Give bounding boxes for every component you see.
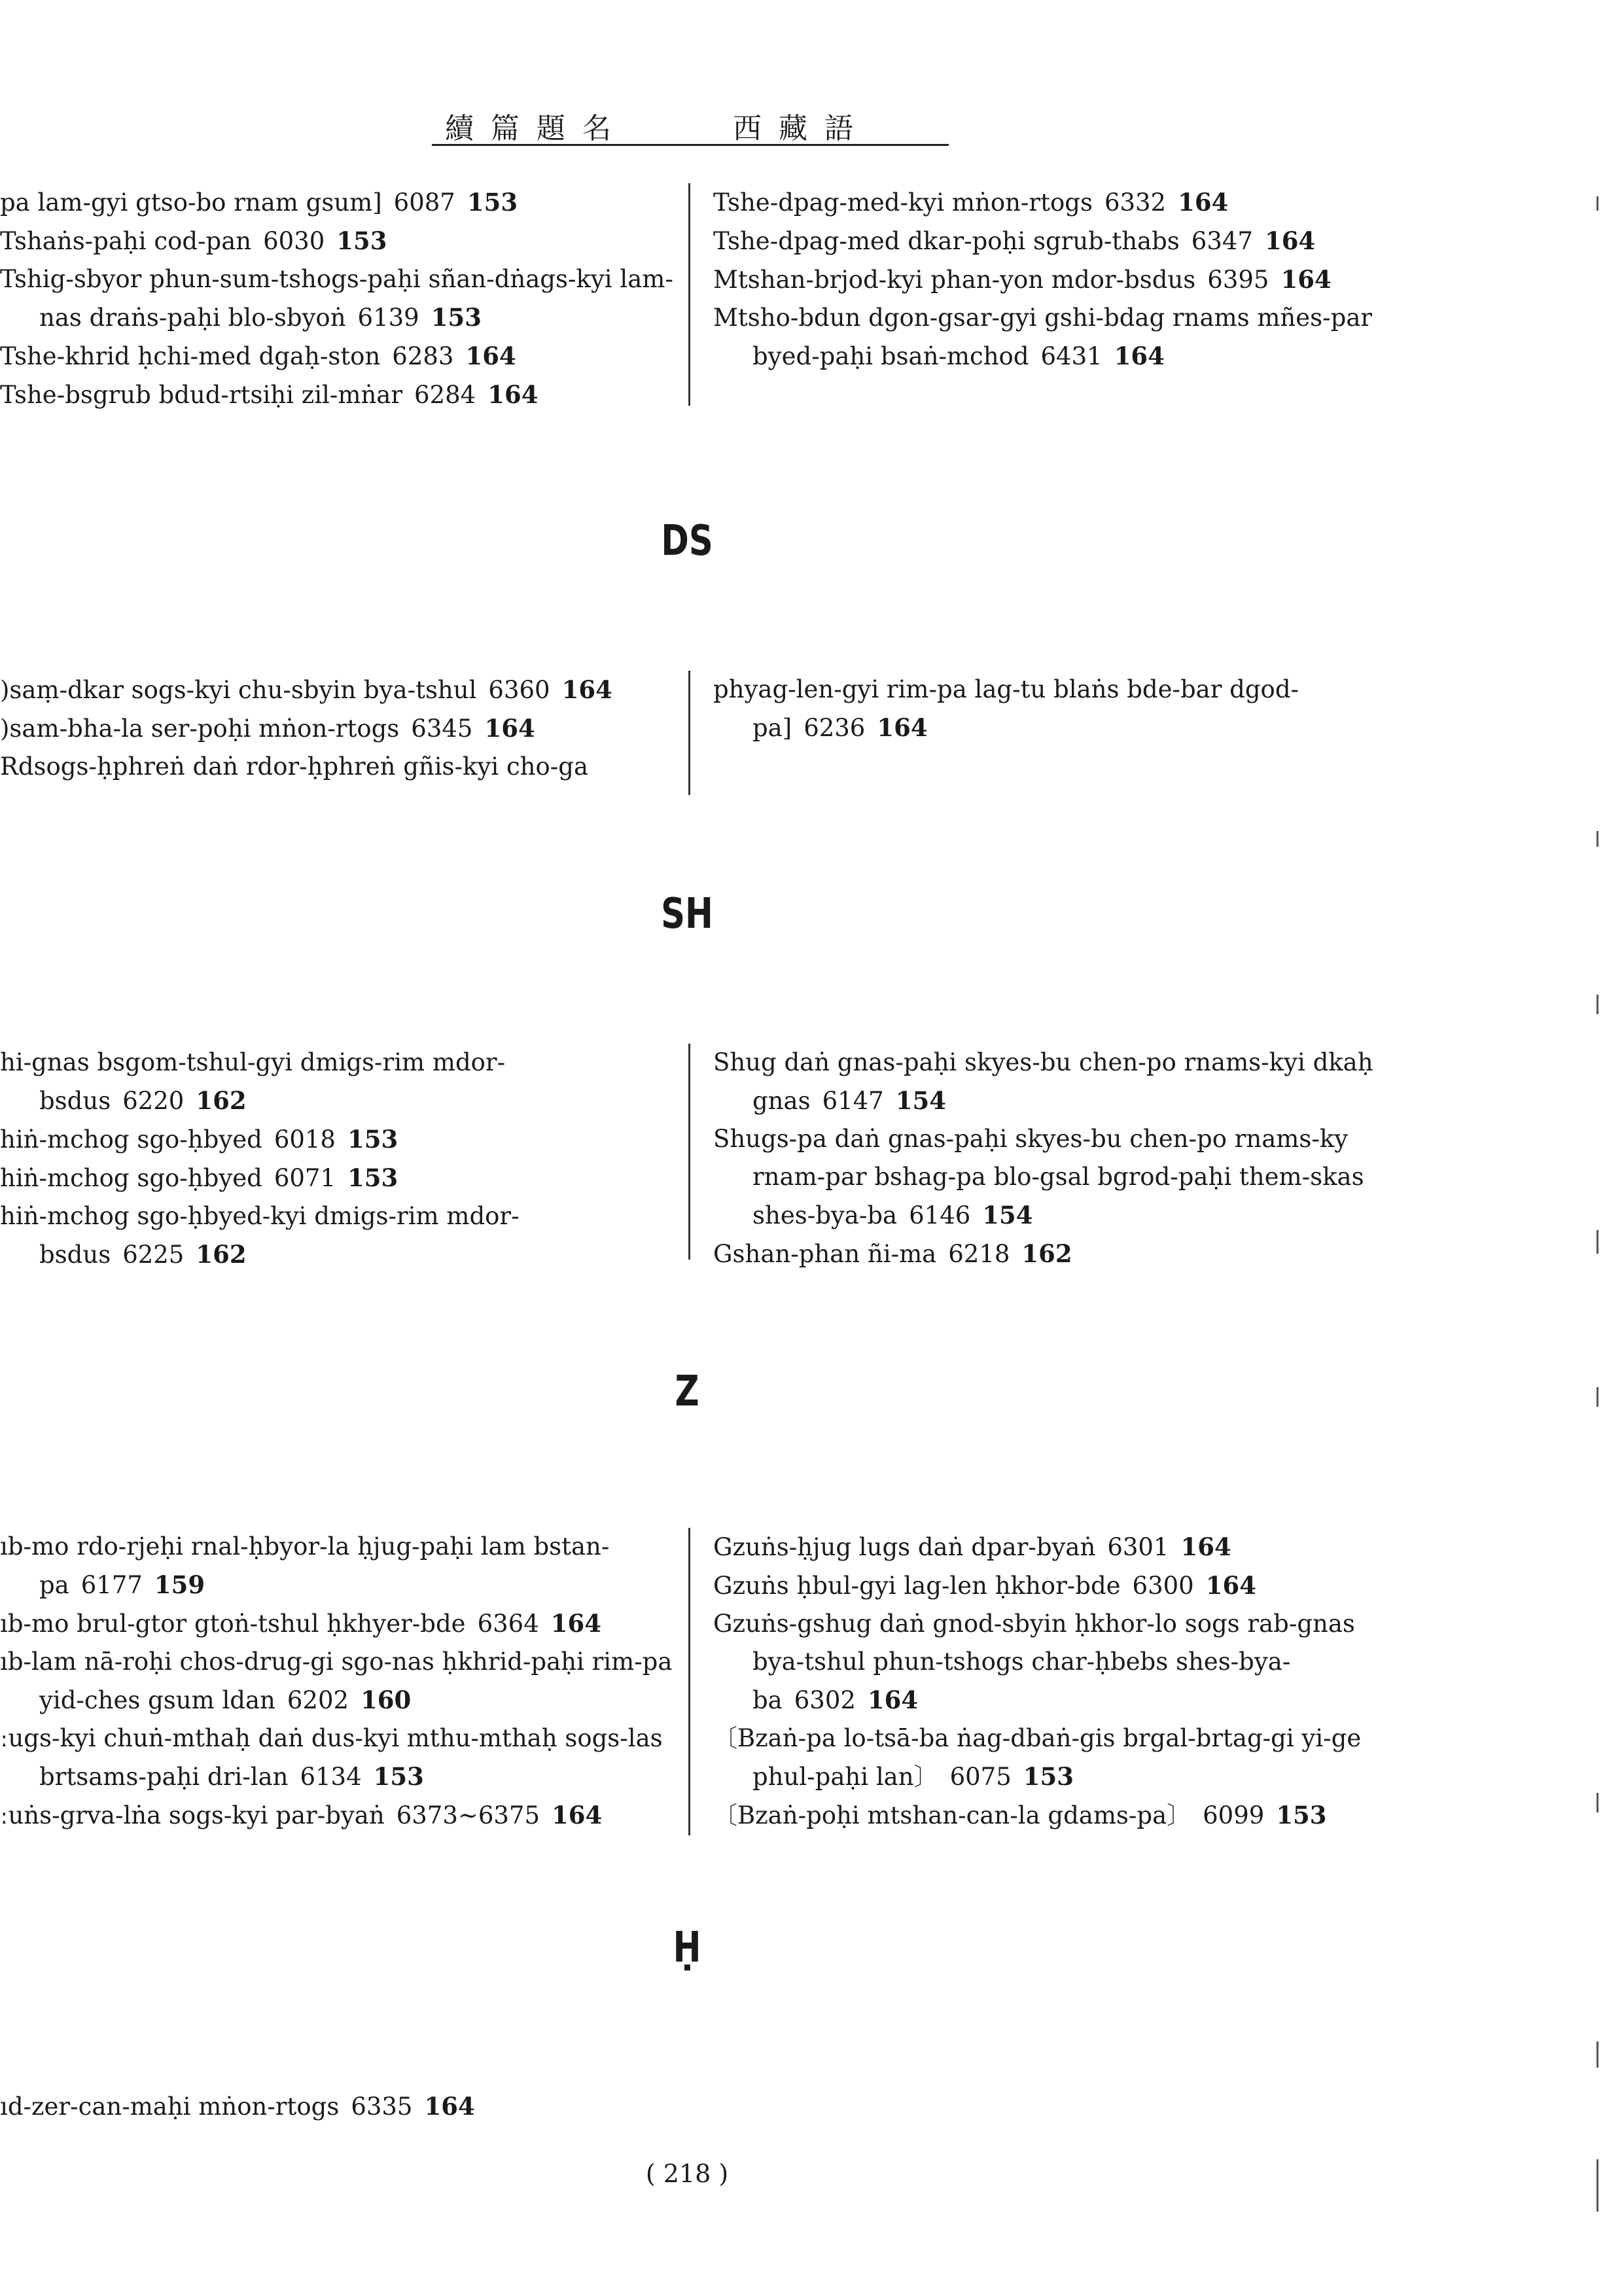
scan-mark	[1597, 1230, 1598, 1254]
list-item: ıd-zer-can-maḥi mṅon-rtogs 6335 164	[0, 2092, 475, 2121]
list-item: Tshe-dpag-med dkar-poḥi sgrub-thabs 6347 164	[713, 226, 1316, 255]
list-item: hiṅ-mchog sgo-ḥbyed-kyi dmigs-rim mdor-bsdus 6225 162	[0, 1202, 520, 1269]
list-item: hi-gnas bsgom-tshul-gyi dmigs-rim mdor-bsdus 6220 162	[0, 1048, 506, 1115]
list-item: Mtsho-bdun dgon-gsar-gyi gshi-bdag rnams mñes-par byed-paḥi bsaṅ-mchod 6431 164	[713, 304, 1373, 370]
left-column	[0, 183, 680, 414]
right-column	[713, 183, 1407, 376]
list-item: pa lam-gyi gtso-bo rnam gsum] 6087 153	[0, 188, 518, 217]
list-item: Tshe-dpag-med-kyi mṅon-rtogs 6332 164	[713, 188, 1229, 217]
scan-mark	[1597, 1793, 1598, 1812]
list-item: Rdsogs-ḥphreṅ daṅ rdor-ḥphreṅ gñis-kyi cho-ga	[0, 752, 589, 781]
list-item: hiṅ-mchog sgo-ḥbyed 6018 153	[0, 1125, 398, 1154]
left-column	[0, 1044, 680, 1274]
section-heading-z: Z	[675, 1368, 699, 1416]
list-item: Tshig-sbyor phun-sum-tshogs-paḥi sñan-dṅags-kyi lam-nas draṅs-paḥi blo-sbyoṅ 6139 153	[0, 265, 673, 332]
list-item: Mtshan-brjod-kyi phan-yon mdor-bsdus 6395 164	[713, 265, 1332, 294]
right-column	[713, 1528, 1407, 1835]
list-item: Tshe-khrid ḥchi-med dgaḥ-ston 6283 164	[0, 342, 516, 370]
right-column	[713, 671, 1407, 747]
list-item: Shug daṅ gnas-paḥi skyes-bu chen-po rnams-kyi dkaḥ gnas 6147 154	[713, 1048, 1373, 1115]
list-item: phyag-len-gyi rim-pa lag-tu blaṅs bde-bar dgod-pa] 6236 164	[713, 675, 1299, 742]
list-item: ıb-mo rdo-rjeḥi rnal-ḥbyor-la ḥjug-paḥi lam bstan-pa 6177 159	[0, 1532, 610, 1599]
list-item: )sam-bha-la ser-poḥi mṅon-rtogs 6345 164	[0, 714, 535, 743]
left-column	[0, 1528, 680, 1835]
section-heading-ds: DS	[661, 517, 713, 565]
list-item: ıb-mo brul-gtor gtoṅ-tshul ḥkhyer-bde 6364 164	[0, 1609, 601, 1638]
page-number: ( 218 )	[645, 2159, 729, 2188]
column-divider	[688, 1528, 690, 1835]
right-column	[713, 1044, 1407, 1273]
list-item: 〔Bzaṅ-pa lo-tsā-ba ṅag-dbaṅ-gis brgal-brtag-gi yi-ge phul-paḥi lan〕 6075 153	[713, 1724, 1362, 1791]
section-heading-sh: SH	[661, 890, 713, 938]
list-item: ːugs-kyi chuṅ-mthaḥ daṅ dus-kyi mthu-mthaḥ sogs-las brtsams-paḥi dri-lan 6134 153	[0, 1724, 663, 1791]
list-item: Gshan-phan ñi-ma 6218 162	[713, 1239, 1072, 1268]
page-header	[432, 105, 949, 146]
list-item: Shugs-pa daṅ gnas-paḥi skyes-bu chen-po rnams-ky rnam-par bshag-pa blo-gsal bgrod-paḥi them-skas shes-bya-ba 6146 154	[713, 1125, 1364, 1229]
left-column	[0, 671, 680, 786]
list-item: ːuṅs-grva-lṅa sogs-kyi par-byaṅ 6373~6375 164	[0, 1801, 603, 1829]
column-divider	[688, 671, 690, 795]
scan-mark	[1597, 2159, 1598, 2212]
header-language: 西 藏 語	[733, 112, 857, 145]
list-item: hiṅ-mchog sgo-ḥbyed 6071 153	[0, 1163, 398, 1192]
list-item: Tshe-bsgrub bdud-rtsiḥi zil-mṅar 6284 164	[0, 380, 538, 409]
list-item: Tshaṅs-paḥi cod-pan 6030 153	[0, 226, 387, 255]
list-item: )saṃ-dkar sogs-kyi chu-sbyin bya-tshul 6360 164	[0, 675, 612, 704]
list-item: ıb-lam nā-roḥi chos-drug-gi sgo-nas ḥkhrid-paḥi rim-pa yid-ches gsum ldan 6202 160	[0, 1648, 673, 1714]
list-item: Gzuṅs ḥbul-gyi lag-len ḥkhor-bde 6300 164	[713, 1571, 1256, 1600]
header-collection-title: 續 篇 題 名	[445, 112, 615, 145]
scan-mark	[1597, 196, 1598, 211]
list-item: Gzuṅs-gshug daṅ gnod-sbyin ḥkhor-lo sogs rab-gnas bya-tshul phun-tshogs char-ḥbebs shes-bya-ba 6302 164	[713, 1610, 1355, 1714]
list-item: 〔Bzaṅ-poḥi mtshan-can-la gdams-pa〕 6099 153	[713, 1801, 1327, 1829]
column-divider	[688, 183, 690, 406]
list-item: Gzuṅs-ḥjug lugs daṅ dpar-byaṅ 6301 164	[713, 1532, 1231, 1561]
scan-mark	[1597, 995, 1598, 1014]
column-divider	[688, 1044, 690, 1260]
scan-mark	[1597, 1387, 1598, 1407]
scan-mark	[1597, 2041, 1598, 2068]
scan-mark	[1597, 831, 1598, 847]
left-column	[0, 2087, 680, 2126]
section-heading-h: Ḥ	[673, 1924, 701, 1972]
